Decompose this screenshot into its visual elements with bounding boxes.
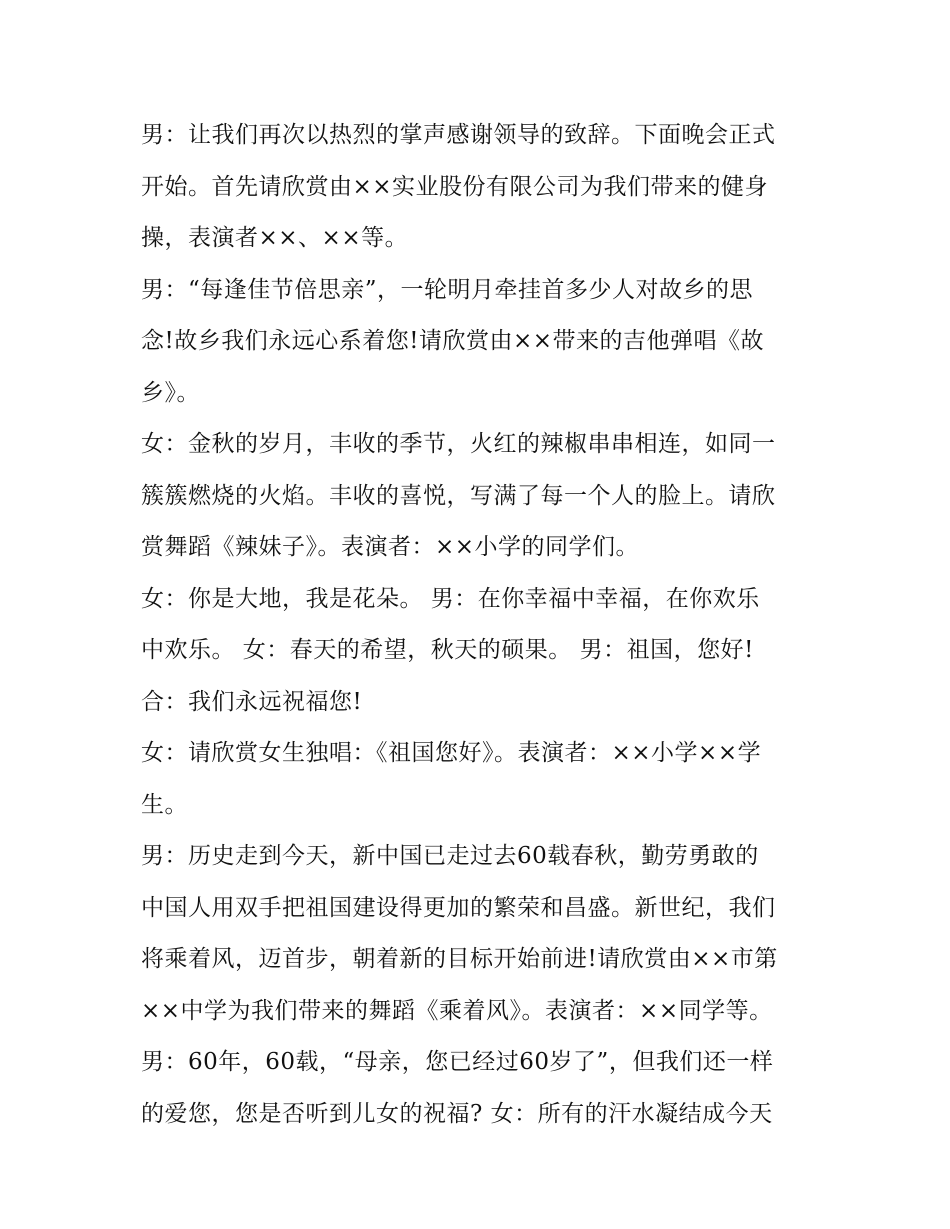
text-line: 乡》。 [141,379,200,406]
text-line: 生。 [141,791,188,818]
text-line: 将乘着风，迈首步，朝着新的目标开始前进!请欣赏由××市第 [141,946,778,972]
text-line: 女：请欣赏女生独唱：《祖国您好》。表演者：××小学××学 [141,740,762,766]
text-line: 的爱您，您是否听到儿女的祝福? 女：所有的汗水凝结成今天 [141,1100,773,1127]
text-line: 女：你是大地，我是花朵。 男：在你幸福中幸福，在你欢乐 [141,585,760,612]
text-line: 簇簇燃烧的火焰。丰收的喜悦，写满了每一个人的脸上。请欣 [141,482,776,509]
document-text-body [141,110,813,1140]
text-line: 合：我们永远祝福您! [141,688,363,715]
text-line: 男：60年，60载，“母亲，您已经过60岁了”，但我们还一样 [141,1049,774,1075]
text-line: 念!故乡我们永远心系着您!请欣赏由××带来的吉他弹唱《故 [141,328,765,354]
text-line: 中欢乐。 女：春天的希望，秋天的硕果。 男：祖国，您好! [141,637,754,663]
text-line: 男：让我们再次以热烈的掌声感谢领导的致辞。下面晚会正式 [141,122,776,148]
text-line: 开始。首先请欣赏由××实业股份有限公司为我们带来的健身 [141,173,769,200]
text-line: ××中学为我们带来的舞蹈《乘着风》。表演者：××同学等。 [141,997,773,1024]
text-line: 男：“每逢佳节倍思亲”，一轮明月牵挂首多少人对故乡的思 [141,276,754,303]
text-line: 女：金秋的岁月，丰收的季节，火红的辣椒串串相连，如同一 [141,431,776,457]
text-line: 男：历史走到今天，新中国已走过去60载春秋，勤劳勇敢的 [141,843,759,869]
text-line: 中国人用双手把祖国建设得更加的繁荣和昌盛。新世纪，我们 [141,894,776,921]
text-line: 操，表演者××、××等。 [141,225,409,251]
text-line: 赏舞蹈《辣妹子》。表演者：××小学的同学们。 [141,534,640,560]
